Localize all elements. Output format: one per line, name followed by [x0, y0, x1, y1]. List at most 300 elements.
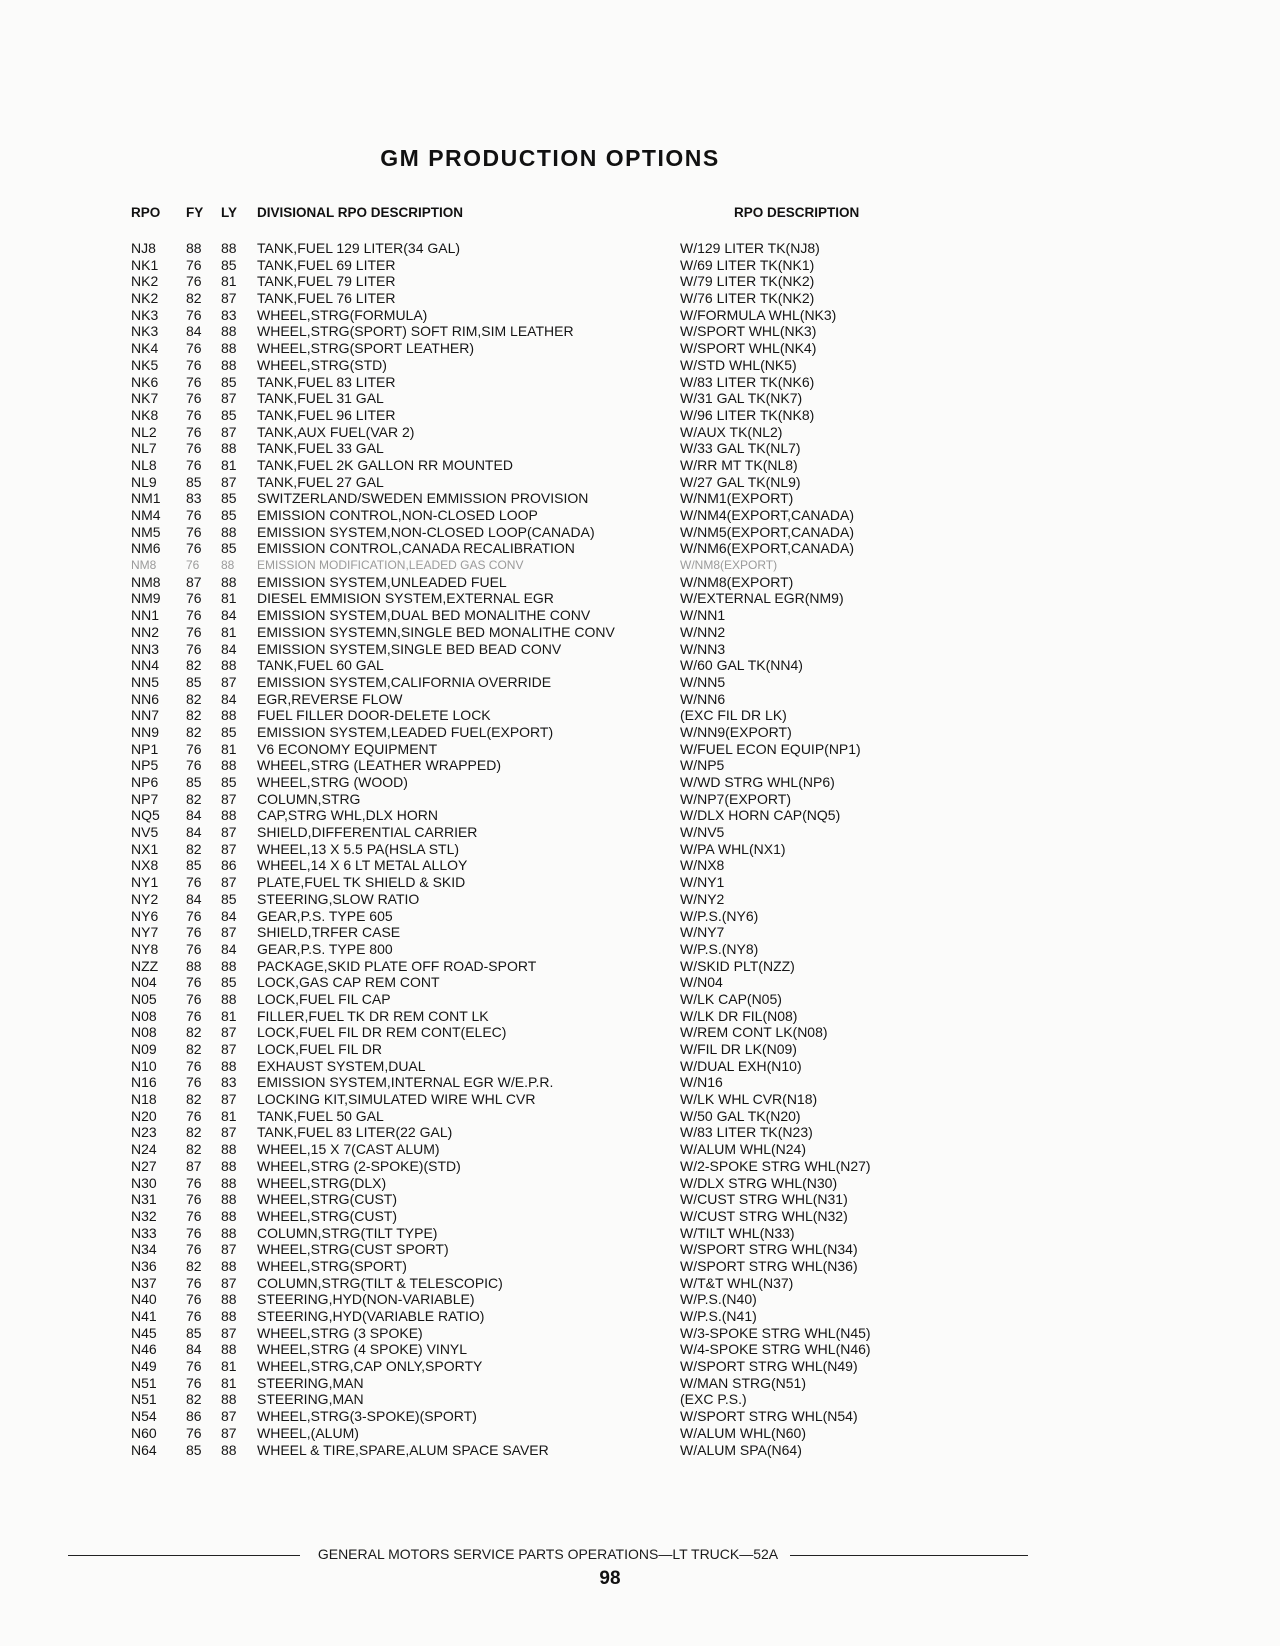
rpo-description: W/STD WHL(NK5)	[680, 356, 797, 373]
first-year: 76	[186, 1374, 202, 1391]
last-year: 87	[221, 423, 237, 440]
first-year: 84	[186, 890, 202, 907]
last-year: 88	[221, 1157, 237, 1174]
first-year: 82	[186, 840, 202, 857]
last-year: 88	[221, 1174, 237, 1191]
first-year: 76	[186, 558, 200, 573]
last-year: 88	[221, 356, 237, 373]
last-year: 85	[221, 507, 237, 523]
divisional-description: WHEEL,STRG(SPORT) SOFT RIM,SIM LEATHER	[257, 323, 574, 340]
rpo-description: W/FUEL ECON EQUIP(NP1)	[680, 740, 861, 757]
first-year: 76	[186, 1424, 202, 1441]
table-row	[0, 440, 1280, 457]
first-year: 76	[186, 273, 202, 290]
first-year: 76	[186, 390, 202, 407]
first-year: 76	[186, 1191, 202, 1208]
rpo-description: W/NY7	[680, 924, 725, 941]
last-year: 85	[221, 490, 237, 507]
last-year: 87	[221, 840, 237, 857]
divisional-description: TANK,FUEL 27 GAL	[257, 473, 384, 490]
rpo-description: W/83 LITER TK(NK6)	[680, 373, 815, 390]
table-row	[0, 1275, 1280, 1292]
last-year: 81	[221, 1358, 237, 1375]
rpo-description: W/AUX TK(NL2)	[680, 423, 783, 440]
divisional-description: COLUMN,STRG(TILT TYPE)	[257, 1224, 438, 1241]
last-year: 88	[221, 1291, 237, 1308]
table-row	[0, 540, 1280, 557]
divisional-description: TANK,FUEL 96 LITER	[257, 406, 396, 423]
rpo-code: NY6	[131, 907, 159, 924]
divisional-description: LOCK,FUEL FIL DR	[257, 1041, 382, 1057]
table-row	[0, 1158, 1280, 1175]
first-year: 76	[186, 1274, 202, 1291]
first-year: 82	[186, 1041, 202, 1057]
table-row	[0, 924, 1280, 941]
last-year: 81	[221, 740, 237, 757]
divisional-description: TANK,FUEL 129 LITER(34 GAL)	[257, 240, 461, 256]
last-year: 88	[221, 1224, 237, 1241]
first-year: 84	[186, 323, 202, 340]
divisional-description: WHEEL & TIRE,SPARE,ALUM SPACE SAVER	[257, 1441, 549, 1458]
rpo-code: NY1	[131, 874, 159, 891]
first-year: 82	[186, 723, 202, 740]
rpo-code: N04	[131, 974, 157, 991]
rpo-code: N20	[131, 1107, 157, 1124]
rpo-description: W/83 LITER TK(N23)	[680, 1124, 813, 1141]
first-year: 76	[186, 1358, 202, 1375]
first-year: 82	[186, 1024, 202, 1041]
first-year: 82	[186, 1391, 202, 1408]
divisional-description: STEERING,MAN	[257, 1391, 364, 1408]
divisional-description: EMISSION CONTROL,CANADA RECALIBRATION	[257, 540, 575, 557]
last-year: 87	[221, 290, 237, 307]
rpo-code: NK7	[131, 390, 159, 407]
rpo-code: NN3	[131, 640, 160, 657]
last-year: 84	[221, 640, 237, 657]
first-year: 76	[186, 256, 202, 273]
last-year: 88	[221, 1207, 237, 1224]
last-year: 87	[221, 390, 237, 407]
last-year: 85	[221, 540, 237, 557]
rpo-description: W/NM5(EXPORT,CANADA)	[680, 523, 854, 540]
rpo-code: NV5	[131, 824, 159, 841]
table-row	[0, 807, 1280, 824]
rpo-description: W/P.S.(N41)	[680, 1308, 757, 1324]
last-year: 84	[221, 907, 237, 924]
divisional-description: TANK,FUEL 60 GAL	[257, 657, 384, 674]
rpo-code: N31	[131, 1191, 157, 1208]
divisional-description: COLUMN,STRG	[257, 790, 361, 807]
rpo-code: NM1	[131, 490, 161, 507]
last-year: 87	[221, 473, 237, 490]
first-year: 76	[186, 874, 202, 891]
rpo-description: W/CUST STRG WHL(N32)	[680, 1207, 848, 1224]
rpo-description: W/3-SPOKE STRG WHL(N45)	[680, 1324, 871, 1341]
rpo-description: W/N04	[680, 974, 723, 991]
footer-text: GENERAL MOTORS SERVICE PARTS OPERATIONS—LT TRUCK—52A	[317, 1546, 779, 1562]
first-year: 76	[186, 590, 202, 607]
table-row	[0, 691, 1280, 708]
first-year: 86	[186, 1408, 202, 1425]
rpo-description: W/50 GAL TK(N20)	[680, 1107, 801, 1124]
table-row	[0, 507, 1280, 524]
rpo-code: NM8	[131, 573, 161, 590]
divisional-description: EMISSION SYSTEM,UNLEADED FUEL	[257, 573, 507, 590]
divisional-description: WHEEL,STRG (LEATHER WRAPPED)	[257, 757, 501, 774]
last-year: 88	[221, 1257, 237, 1274]
rpo-description: W/NM4(EXPORT,CANADA)	[680, 507, 854, 523]
divisional-description: WHEEL,STRG(DLX)	[257, 1174, 387, 1191]
rpo-description: W/N16	[680, 1074, 723, 1091]
divisional-description: COLUMN,STRG(TILT & TELESCOPIC)	[257, 1274, 503, 1291]
divisional-description: WHEEL,STRG(CUST SPORT)	[257, 1241, 449, 1258]
divisional-description: WHEEL,STRG,CAP ONLY,SPORTY	[257, 1358, 483, 1375]
divisional-description: GEAR,P.S. TYPE 605	[257, 907, 393, 924]
divisional-description: WHEEL,STRG (4 SPOKE) VINYL	[257, 1341, 468, 1358]
divisional-description: EMISSION SYSTEMN,SINGLE BED MONALITHE CONV	[257, 623, 615, 640]
page-title: GM PRODUCTION OPTIONS	[380, 145, 720, 171]
first-year: 76	[186, 423, 202, 440]
rpo-code: N36	[131, 1257, 157, 1274]
rpo-code: N32	[131, 1207, 157, 1224]
first-year: 76	[186, 306, 202, 323]
table-row	[0, 1091, 1280, 1108]
last-year: 88	[221, 558, 235, 573]
rpo-description: W/NN3	[680, 640, 726, 657]
first-year: 76	[186, 507, 202, 523]
column-header-rpo-description: RPO DESCRIPTION	[734, 205, 860, 220]
table-row	[0, 374, 1280, 391]
first-year: 76	[186, 740, 202, 757]
first-year: 76	[186, 540, 202, 557]
divisional-description: SHIELD,DIFFERENTIAL CARRIER	[257, 824, 478, 841]
page-number: 98	[599, 1568, 621, 1589]
first-year: 76	[186, 1308, 202, 1324]
last-year: 85	[221, 373, 237, 390]
table-row	[0, 357, 1280, 374]
rpo-description: W/ALUM WHL(N60)	[680, 1424, 807, 1441]
last-year: 88	[221, 707, 237, 724]
divisional-description: FUEL FILLER DOOR-DELETE LOCK	[257, 707, 491, 724]
divisional-description: STEERING,HYD(VARIABLE RATIO)	[257, 1308, 485, 1324]
rpo-code: NN7	[131, 707, 160, 724]
rpo-code: N33	[131, 1224, 157, 1241]
first-year: 85	[186, 1324, 202, 1341]
rpo-code: NK3	[131, 306, 159, 323]
rpo-description: W/LK WHL CVR(N18)	[680, 1091, 818, 1108]
rpo-code: N23	[131, 1124, 157, 1141]
rpo-code: NY8	[131, 940, 159, 957]
rpo-description: W/60 GAL TK(NN4)	[680, 657, 803, 674]
first-year: 76	[186, 974, 202, 991]
divisional-description: PACKAGE,SKID PLATE OFF ROAD-SPORT	[257, 957, 537, 974]
column-header-divisional-description: DIVISIONAL RPO DESCRIPTION	[257, 205, 464, 220]
first-year: 76	[186, 1174, 202, 1191]
divisional-description: WHEEL,STRG(SPORT LEATHER)	[257, 340, 475, 357]
table-row	[0, 1175, 1280, 1192]
table-row	[0, 974, 1280, 991]
options-table	[0, 240, 1280, 1458]
table-row	[0, 1191, 1280, 1208]
divisional-description: WHEEL,15 X 7(CAST ALUM)	[257, 1141, 440, 1158]
last-year: 87	[221, 673, 237, 690]
last-year: 87	[221, 1124, 237, 1141]
rpo-description: W/SPORT STRG WHL(N36)	[680, 1257, 858, 1274]
divisional-description: WHEEL,STRG(STD)	[257, 356, 387, 373]
last-year: 88	[221, 323, 237, 340]
rpo-description: W/EXTERNAL EGR(NM9)	[680, 590, 844, 607]
last-year: 88	[221, 573, 237, 590]
first-year: 82	[186, 290, 202, 307]
first-year: 87	[186, 573, 202, 590]
rpo-description: W/WD STRG WHL(NP6)	[680, 774, 835, 790]
divisional-description: TANK,FUEL 2K GALLON RR MOUNTED	[257, 456, 513, 473]
first-year: 82	[186, 707, 202, 724]
divisional-description: TANK,FUEL 83 LITER	[257, 373, 396, 390]
last-year: 87	[221, 1041, 237, 1057]
rpo-code: N18	[131, 1091, 157, 1108]
divisional-description: EMISSION CONTROL,NON-CLOSED LOOP	[257, 507, 538, 523]
divisional-description: TANK,FUEL 76 LITER	[257, 290, 396, 307]
rpo-code: NQ5	[131, 807, 160, 824]
table-row	[0, 874, 1280, 891]
last-year: 88	[221, 1057, 237, 1074]
divisional-description: WHEEL,STRG (2-SPOKE)(STD)	[257, 1157, 461, 1174]
divisional-description: LOCK,GAS CAP REM CONT	[257, 974, 440, 991]
table-row	[0, 1425, 1280, 1442]
rpo-description: W/ALUM SPA(N64)	[680, 1441, 802, 1458]
divisional-description: WHEEL,13 X 5.5 PA(HSLA STL)	[257, 840, 460, 857]
first-year: 76	[186, 640, 202, 657]
rpo-description: W/76 LITER TK(NK2)	[680, 290, 815, 307]
rpo-code: N37	[131, 1274, 157, 1291]
table-row	[0, 1074, 1280, 1091]
divisional-description: FILLER,FUEL TK DR REM CONT LK	[257, 1007, 489, 1024]
rpo-description: W/P.S.(N40)	[680, 1291, 757, 1308]
table-row	[0, 1291, 1280, 1308]
rpo-code: N54	[131, 1408, 157, 1425]
divisional-description: EMISSION MODIFICATION,LEADED GAS CONV	[257, 558, 524, 573]
rpo-description: W/NN6	[680, 690, 726, 707]
divisional-description: WHEEL,STRG (WOOD)	[257, 774, 408, 790]
rpo-code: N41	[131, 1308, 157, 1324]
last-year: 85	[221, 406, 237, 423]
rpo-code: N49	[131, 1358, 157, 1375]
table-row	[0, 941, 1280, 958]
table-row	[0, 574, 1280, 591]
divisional-description: TANK,FUEL 50 GAL	[257, 1107, 384, 1124]
divisional-description: LOCK,FUEL FIL DR REM CONT(ELEC)	[257, 1024, 507, 1041]
first-year: 76	[186, 406, 202, 423]
divisional-description: GEAR,P.S. TYPE 800	[257, 940, 393, 957]
last-year: 88	[221, 1391, 237, 1408]
rpo-code: N27	[131, 1157, 157, 1174]
last-year: 87	[221, 1408, 237, 1425]
rpo-description: W/SPORT STRG WHL(N54)	[680, 1408, 858, 1425]
table-row	[0, 824, 1280, 841]
column-header-rpo: RPO	[131, 205, 161, 220]
rpo-code: NN9	[131, 723, 160, 740]
first-year: 82	[186, 1124, 202, 1141]
rpo-description: W/ALUM WHL(N24)	[680, 1141, 807, 1158]
last-year: 84	[221, 690, 237, 707]
divisional-description: STEERING,SLOW RATIO	[257, 890, 420, 907]
table-row	[0, 991, 1280, 1008]
table-row	[0, 624, 1280, 641]
last-year: 88	[221, 990, 237, 1007]
first-year: 82	[186, 657, 202, 674]
first-year: 84	[186, 807, 202, 824]
rpo-description: W/LK CAP(N05)	[680, 990, 782, 1007]
table-row	[0, 657, 1280, 674]
divisional-description: LOCKING KIT,SIMULATED WIRE WHL CVR	[257, 1091, 536, 1108]
rpo-code: N30	[131, 1174, 157, 1191]
last-year: 81	[221, 623, 237, 640]
divisional-description: TANK,AUX FUEL(VAR 2)	[257, 423, 415, 440]
table-row	[0, 390, 1280, 407]
rpo-description: (EXC P.S.)	[680, 1391, 747, 1408]
table-row	[0, 1341, 1280, 1358]
first-year: 76	[186, 990, 202, 1007]
rpo-code: NL9	[131, 473, 157, 490]
rpo-description: W/FIL DR LK(N09)	[680, 1041, 797, 1057]
first-year: 76	[186, 757, 202, 774]
rpo-code: N34	[131, 1241, 157, 1258]
last-year: 81	[221, 590, 237, 607]
rpo-code: NY2	[131, 890, 159, 907]
table-row	[0, 607, 1280, 624]
table-row	[0, 340, 1280, 357]
table-row	[0, 674, 1280, 691]
column-header-fy: FY	[186, 205, 204, 220]
first-year: 82	[186, 1257, 202, 1274]
first-year: 82	[186, 1091, 202, 1108]
last-year: 88	[221, 657, 237, 674]
divisional-description: TANK,FUEL 31 GAL	[257, 390, 384, 407]
rpo-code: N09	[131, 1041, 157, 1057]
divisional-description: WHEEL,STRG(CUST)	[257, 1191, 397, 1208]
rpo-description: W/DLX STRG WHL(N30)	[680, 1174, 838, 1191]
divisional-description: EMISSION SYSTEM,LEADED FUEL(EXPORT)	[257, 723, 554, 740]
last-year: 81	[221, 273, 237, 290]
table-row	[0, 1108, 1280, 1125]
rpo-code: NP6	[131, 774, 159, 790]
last-year: 81	[221, 1107, 237, 1124]
last-year: 88	[221, 340, 237, 357]
rpo-description: W/SPORT WHL(NK4)	[680, 340, 817, 357]
last-year: 87	[221, 1324, 237, 1341]
rpo-code: NP1	[131, 740, 159, 757]
rpo-description: W/27 GAL TK(NL9)	[680, 473, 801, 490]
table-row	[0, 1041, 1280, 1058]
first-year: 76	[186, 440, 202, 457]
rpo-description: W/REM CONT LK(N08)	[680, 1024, 828, 1041]
first-year: 76	[186, 940, 202, 957]
rpo-code: NL8	[131, 456, 157, 473]
table-row	[0, 841, 1280, 858]
last-year: 88	[221, 757, 237, 774]
rpo-description: W/NM1(EXPORT)	[680, 490, 794, 507]
first-year: 85	[186, 473, 202, 490]
rpo-code: NK3	[131, 323, 159, 340]
rpo-code: N16	[131, 1074, 157, 1091]
last-year: 85	[221, 974, 237, 991]
first-year: 76	[186, 607, 202, 624]
rpo-code: NJ8	[131, 240, 156, 256]
divisional-description: EMISSION SYSTEM,INTERNAL EGR W/E.P.R.	[257, 1074, 554, 1091]
first-year: 76	[186, 1207, 202, 1224]
divisional-description: EMISSION SYSTEM,NON-CLOSED LOOP(CANADA)	[257, 523, 595, 540]
rpo-code: NY7	[131, 924, 159, 941]
table-row	[0, 457, 1280, 474]
rpo-code: NM9	[131, 590, 161, 607]
table-row	[0, 1375, 1280, 1392]
last-year: 87	[221, 1091, 237, 1108]
rpo-code: N46	[131, 1341, 157, 1358]
rpo-description: W/4-SPOKE STRG WHL(N46)	[680, 1341, 871, 1358]
first-year: 82	[186, 690, 202, 707]
rpo-description: W/PA WHL(NX1)	[680, 840, 786, 857]
table-row	[0, 857, 1280, 874]
rpo-description: W/SPORT STRG WHL(N34)	[680, 1241, 858, 1258]
divisional-description: STEERING,MAN	[257, 1374, 364, 1391]
rpo-code: NK5	[131, 356, 159, 373]
footer	[68, 1545, 1028, 1565]
first-year: 87	[186, 1157, 202, 1174]
rpo-description: W/TILT WHL(N33)	[680, 1224, 795, 1241]
rpo-description: W/NN1	[680, 607, 726, 624]
rpo-description: (EXC FIL DR LK)	[680, 707, 787, 724]
last-year: 81	[221, 1374, 237, 1391]
table-row	[0, 424, 1280, 441]
rpo-code: NN6	[131, 690, 160, 707]
divisional-description: EGR,REVERSE FLOW	[257, 690, 403, 707]
table-row	[0, 524, 1280, 541]
table-row	[0, 741, 1280, 758]
table-row	[0, 908, 1280, 925]
rpo-description: W/NX8	[680, 857, 725, 874]
table-row	[0, 641, 1280, 658]
first-year: 85	[186, 774, 202, 790]
first-year: 88	[186, 957, 202, 974]
divisional-description: PLATE,FUEL TK SHIELD & SKID	[257, 874, 466, 891]
last-year: 88	[221, 1441, 237, 1458]
last-year: 87	[221, 1424, 237, 1441]
last-year: 87	[221, 1274, 237, 1291]
table-row	[0, 557, 1280, 574]
table-row	[0, 707, 1280, 724]
rpo-code: NM8	[131, 558, 157, 573]
rpo-description: W/31 GAL TK(NK7)	[680, 390, 803, 407]
table-row	[0, 257, 1280, 274]
divisional-description: EXHAUST SYSTEM,DUAL	[257, 1057, 426, 1074]
last-year: 84	[221, 940, 237, 957]
first-year: 76	[186, 340, 202, 357]
footer-rule-right	[790, 1555, 1028, 1556]
last-year: 87	[221, 1241, 237, 1258]
rpo-description: W/NV5	[680, 824, 725, 841]
first-year: 84	[186, 1341, 202, 1358]
rpo-description: W/DLX HORN CAP(NQ5)	[680, 807, 841, 824]
rpo-description: W/SPORT STRG WHL(N49)	[680, 1358, 858, 1375]
rpo-code: N40	[131, 1291, 157, 1308]
rpo-code: N08	[131, 1007, 157, 1024]
table-row	[0, 774, 1280, 791]
table-row	[0, 490, 1280, 507]
rpo-description: W/FORMULA WHL(NK3)	[680, 306, 837, 323]
rpo-description: W/P.S.(NY6)	[680, 907, 759, 924]
table-row	[0, 958, 1280, 975]
